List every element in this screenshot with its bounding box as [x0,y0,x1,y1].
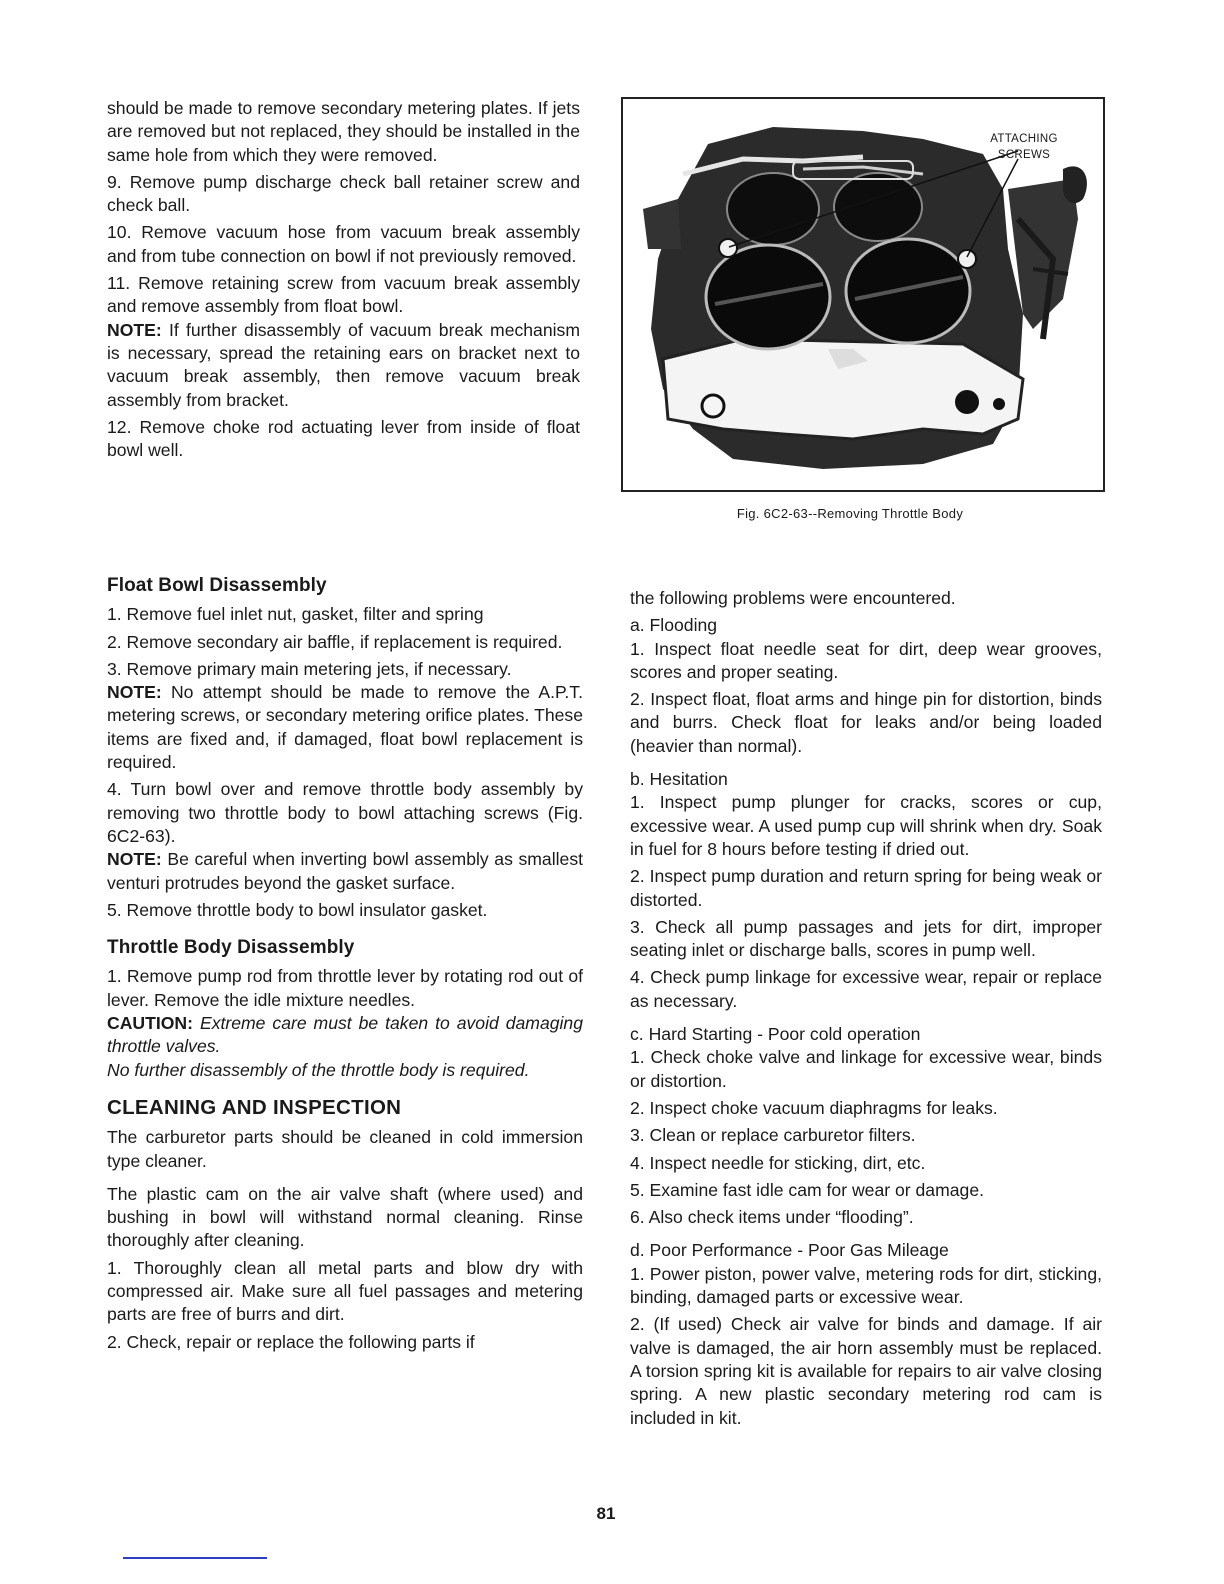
continued-paragraph: should be made to remove secondary metering plates. If jets are removed but not replaced, they should be installed in the same hole from which they were removed. [107,98,580,165]
footer-rule [123,1557,267,1559]
cleaning-step-2: 2. Check, repair or replace the following parts if [107,1331,475,1352]
throttle-caution [107,1012,583,1059]
right-column-bottom [630,587,1102,1430]
attaching-screws-callout: ATTACHING SCREWS [990,133,1058,161]
hesitation-step-2: 2. Inspect pump duration and return spring for being weak or distorted. [630,866,1102,910]
problems-intro: the following problems were encountered. [630,588,956,608]
throttle-body-step-1: 1. Remove pump rod from throttle lever by rotating rod out of lever. Remove the idle mixture needles. [107,966,583,1010]
flooding-label: a. Flooding [630,615,718,636]
vacuum-break-note [107,319,580,412]
throttle-no-further [107,1059,583,1082]
caution-text: Extreme care must be taken to avoid damaging throttle valves. [107,1013,583,1057]
cleaning-para-1: The carburetor parts should be cleaned in cold immersion type cleaner. [107,1127,583,1171]
cleaning-inspection-heading: CLEANING AND INSPECTION [107,1095,402,1119]
float-bowl-step-3: 3. Remove primary main metering jets, if necessary. [107,658,512,679]
poor-performance-step-2: 2. (If used) Check air valve for binds and damage. If air valve is damaged, the air horn assembly must be replaced. A torsion spring kit is available for repairs to air valve closing spring. A new plastic secondary metering rod cam is included in kit. [630,1314,1102,1428]
figure-caption: Fig. 6C2-63--Removing Throttle Body [736,506,964,521]
flooding-step-2: 2. Inspect float, float arms and hinge pin for distortion, binds and burrs. Check float for leaks and/or being loaded (heavier than normal). [630,689,1102,756]
hard-starting-step-3: 3. Clean or replace carburetor filters. [630,1125,916,1146]
caution-label: CAUTION: [107,1013,194,1034]
hard-starting-step-2: 2. Inspect choke vacuum diaphragms for leaks. [630,1097,998,1118]
note-text: If further disassembly of vacuum break mechanism is necessary, spread the retaining ears on bracket next to vacuum break assembly, then remove vacuum break assembly from bracket. [107,319,580,410]
float-bowl-heading: Float Bowl Disassembly [107,575,327,596]
flooding-step-1: 1. Inspect float needle seat for dirt, deep wear grooves, scores and proper seating. [630,638,1102,682]
note-text: Be careful when inverting bowl assembly as smallest venturi protrudes beyond the gasket surface. [107,849,583,893]
hesitation-step-4: 4. Check pump linkage for excessive wear, repair or replace as necessary. [630,967,1102,1011]
float-bowl-step-5: 5. Remove throttle body to bowl insulator gasket. [107,899,488,920]
hard-starting-step-1: 1. Check choke valve and linkage for excessive wear, binds or distortion. [630,1047,1102,1091]
note-text: No attempt should be made to remove the A.P.T. metering screws, or secondary metering orifice plates. These items are fixed and, if damaged, float bowl replacement is required. [107,682,583,773]
poor-performance-step-1: 1. Power piston, power valve, metering rods for dirt, sticking, binding, damaged parts or excessive wear. [630,1263,1102,1308]
hard-starting-label: c. Hard Starting - Poor cold operation [630,1024,921,1045]
left-column-bottom [107,574,583,1354]
throttle-body-heading: Throttle Body Disassembly [107,937,355,959]
float-bowl-note-1 [107,681,583,774]
hesitation-step-1: 1. Inspect pump plunger for cracks, scores or cup, excessive wear. A used pump cup will shrink when dry. Soak in fuel for 8 hours before testing if dried out. [630,792,1102,859]
float-bowl-note-2 [107,848,583,895]
hesitation-step-3: 3. Check all pump passages and jets for dirt, improper seating inlet or discharge balls, scores in pump well. [630,916,1102,961]
step-10: 10. Remove vacuum hose from vacuum break assembly and from tube connection on bowl if not previously removed. [107,222,580,266]
note-label: NOTE: [107,849,162,870]
page-number: 81 [596,1504,616,1523]
float-bowl-step-1: 1. Remove fuel inlet nut, gasket, filter and spring [107,604,484,625]
hard-starting-step-6: 6. Also check items under “flooding”. [630,1207,914,1228]
hard-starting-step-5: 5. Examine fast idle cam for wear or damage. [630,1179,984,1200]
no-further-text: No further disassembly of the throttle body is required. [107,1059,530,1080]
hard-starting-step-4: 4. Inspect needle for sticking, dirt, etc. [630,1152,926,1173]
step-9: 9. Remove pump discharge check ball retainer screw and check ball. [107,171,580,216]
cleaning-para-2: The plastic cam on the air valve shaft (where used) and bushing in bowl will withstand normal cleaning. Rinse thoroughly after cleaning. [107,1183,583,1251]
note-label: NOTE: [107,319,162,340]
hesitation-label: b. Hesitation [630,769,728,790]
poor-performance-label: d. Poor Performance - Poor Gas Mileage [630,1240,949,1261]
step-11: 11. Remove retaining screw from vacuum break assembly and remove assembly from float bowl. [107,273,580,317]
step-12: 12. Remove choke rod actuating lever from inside of float bowl well. [107,416,580,461]
float-bowl-step-4: 4. Turn bowl over and remove throttle body assembly by removing two throttle body to bowl attaching screws (Fig. 6C2-63). [107,779,583,846]
float-bowl-step-2: 2. Remove secondary air baffle, if replacement is required. [107,631,563,652]
left-column-top [107,97,580,462]
note-label: NOTE: [107,682,162,703]
cleaning-step-1: 1. Thoroughly clean all metal parts and blow dry with compressed air. Make sure all fuel passages and metering parts are free of burrs and dirt. [107,1257,583,1325]
